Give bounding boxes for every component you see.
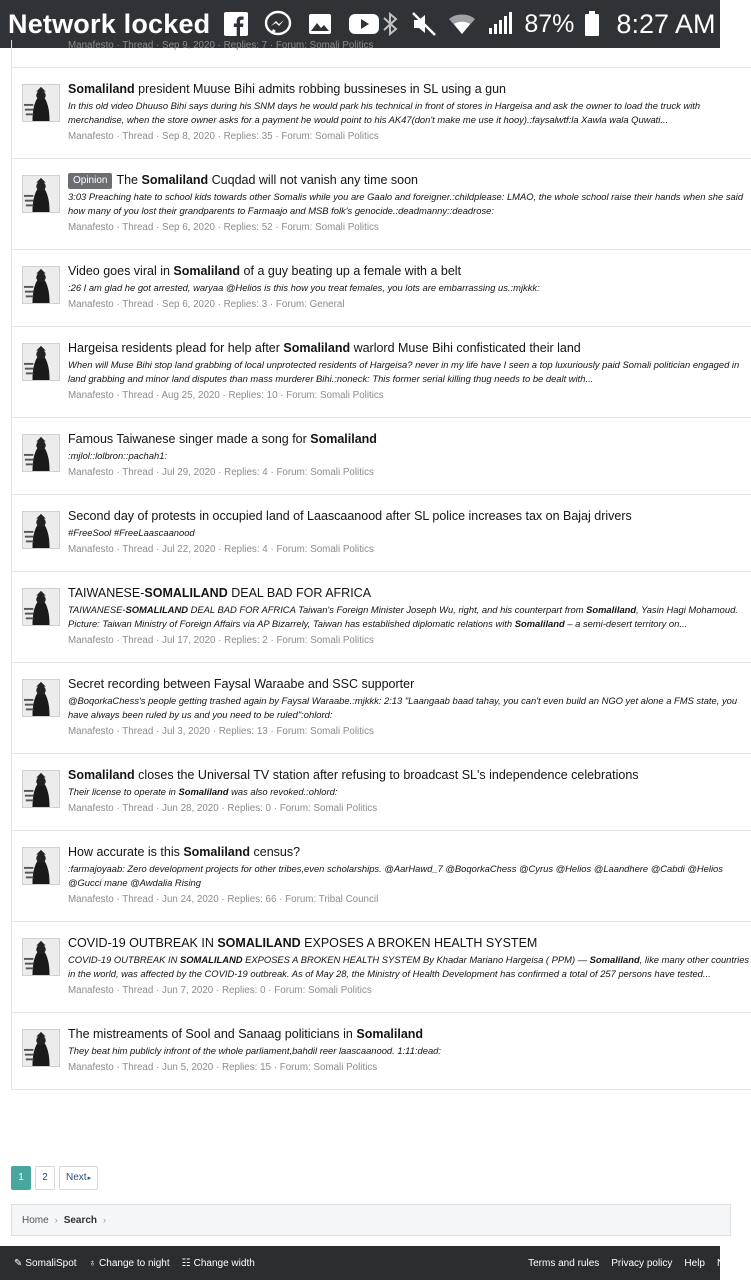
content-type: Thread [122,985,154,996]
result-snippet [68,603,751,631]
forum-link[interactable]: Forum: Somali Politics [279,803,378,814]
result-meta: Manafesto · Thread · Sep 6, 2020 · Replies: 3 · Forum: General [68,299,345,310]
avatar[interactable] [22,343,60,381]
result-body [68,171,751,235]
result-title-link[interactable] [68,584,751,602]
result-meta: Manafesto · Thread · Sep 9, 2020 · Replies: 7 · Forum: Somali Politics [68,40,374,51]
site-footer [0,1246,742,1280]
highlighted-term: Somaliland [283,341,351,355]
result-meta: Manafesto · Thread · Jun 7, 2020 · Replies: 0 · Forum: Somali Politics [68,985,372,996]
highlighted-term: Somaliland [356,1027,424,1041]
text-run: Their license to operate in [68,786,179,797]
table-row [12,40,751,68]
table-row [12,495,751,572]
text-run: :farmajoyaab: Zero development projects for other tribes,even scholarships. @AarHawd_7 @BoqorkaChess @Cyrus @Helios @Laandhere @Cabdi @Helios @Gucci mane @Awdalia Rising [68,863,723,888]
content-type: Thread [122,390,154,401]
content-type: Thread [122,894,154,905]
author-link[interactable]: Manafesto [68,803,114,814]
content-type: Thread [122,467,154,478]
avatar[interactable] [22,679,60,717]
text-run: census? [250,845,301,859]
content-type: Thread [122,299,154,310]
table-row [12,418,751,495]
result-snippet [68,190,751,218]
forum-link[interactable]: Forum: Somali Politics [274,985,372,996]
forum-link[interactable]: Forum: Somali Politics [281,222,379,233]
forum-link[interactable]: Forum: Somali Politics [281,131,379,142]
text-run: #FreeSool #FreeLaascaanood [68,527,195,538]
result-title-link[interactable] [68,80,751,98]
table-row [12,159,751,250]
text-run: , Yasin Hagi Mohamoud. Picture: Taiwan Ministry of Foreign Affairs via AP Bizarrely, Taiwan has established diplomatic relations with [68,604,738,629]
result-meta: Manafesto · Thread · Jun 5, 2020 · Replies: 15 · Forum: Somali Politics [68,1062,378,1073]
text-run: , like many other countries in the world, was affected by the COVID-19 outbreak. As of May 28, the Ministry of Health Development has confirmed a total of 257 persons have tested... [68,954,750,979]
text-run: – a semi-desert territory on... [564,618,688,629]
home-link[interactable] [14,1258,77,1269]
help-link[interactable]: Help [684,1257,705,1269]
highlighted-term: SOMALILAND [125,604,188,615]
author-link[interactable]: Manafesto [68,1062,114,1073]
forum-link[interactable]: Forum: Somali Politics [276,726,374,737]
author-link[interactable]: Manafesto [68,222,114,233]
result-body [68,934,751,998]
content-type: Thread [122,544,154,555]
breadcrumb-home[interactable]: Home [22,1214,49,1226]
lightbulb-icon: ♁ [88,1257,97,1269]
content-type: Thread [122,1062,154,1073]
forum-link[interactable]: Forum: Somali Politics [286,390,384,401]
post-date[interactable]: Jul 22, 2020 [162,544,216,555]
result-title-link[interactable] [68,675,751,693]
result-snippet [68,785,751,799]
result-meta: Manafesto · Thread · Sep 8, 2020 · Replies: 35 · Forum: Somali Politics [68,131,379,142]
result-snippet [68,1044,751,1058]
forum-link[interactable]: Forum: Somali Politics [276,635,374,646]
author-link[interactable]: Manafesto [68,985,114,996]
post-date[interactable]: Jul 29, 2020 [162,467,216,478]
result-snippet [68,694,751,722]
result-title-link[interactable] [68,430,751,448]
reply-count: Replies: 0 [221,985,266,996]
result-body [68,1025,751,1075]
text-run: president Muuse Bihi admits robbing bussineses in SL using a gun [134,82,506,96]
forum-link[interactable]: Forum: Tribal Council [285,894,379,905]
post-date[interactable]: Jun 5, 2020 [162,1062,214,1073]
breadcrumb [11,1204,731,1236]
mute-icon [410,10,438,38]
result-title-link[interactable] [68,934,751,952]
text-run: COVID-19 OUTBREAK IN [68,936,218,950]
change-night-button[interactable] [89,1258,170,1269]
reply-count: Replies: 0 [227,803,271,814]
text-run: @BoqorkaChess's people getting trashed again by Faysal Waraabe.:mjkkk: 2:13 "Laangaab baad tahay, you can't even build an NGO yet alone a FMS state, you have always been ruled by us and you need to be ruled":ohlord: [68,695,738,720]
content-type: Thread [122,726,154,737]
content-type: Thread [122,40,154,51]
result-snippet [68,449,751,463]
site-name: SomaliSpot [25,1257,77,1269]
result-meta: Manafesto · Thread · Jun 28, 2020 · Replies: 0 · Forum: Somali Politics [68,803,378,814]
content-type: Thread [122,222,154,233]
avatar[interactable] [22,511,60,549]
post-date[interactable]: Sep 6, 2020 [162,222,215,233]
result-meta: Manafesto · Thread · Jul 29, 2020 · Replies: 4 · Forum: Somali Politics [68,467,374,478]
text-run: of a guy beating up a female with a belt [240,264,462,278]
table-row [12,663,751,754]
text-run: How accurate is this [68,845,184,859]
reply-count: Replies: 13 [218,726,268,737]
author-link[interactable]: Manafesto [68,726,114,737]
result-snippet [68,526,751,540]
text-run: closes the Universal TV station after refusing to broadcast SL's independence celebrations [134,768,639,782]
text-run: Cuqdad will not vanish any time soon [208,173,419,187]
avatar[interactable] [22,588,60,626]
prefix-badge: Opinion [68,173,112,189]
chevron-right-icon: › [103,1215,107,1225]
pagination [11,1166,98,1190]
result-body [68,262,751,312]
result-body [68,675,751,739]
text-run: EXPOSES A BROKEN HEALTH SYSTEM By Khadar Mariano Hargeisa ( PPM) — [242,954,590,965]
system-icons [380,9,715,40]
battery-icon [584,10,600,38]
page-2-button[interactable]: 2 [35,1166,55,1190]
highlighted-term: SOMALILAND [180,954,243,965]
content-type: Thread [122,131,154,142]
forum-link[interactable]: Forum: Somali Politics [279,1062,378,1073]
text-run: DEAL BAD FOR AFRICA [227,586,372,600]
change-night-label: Change to night [99,1257,170,1269]
result-title-link[interactable] [68,171,751,189]
notification-icons [222,10,380,38]
text-run: TAIWANESE- [68,586,145,600]
highlighted-term: Somaliland [183,845,251,859]
clock: 8:27 AM [616,8,716,39]
result-title-link[interactable] [68,507,751,525]
forum-link[interactable]: Forum: Somali Politics [276,544,374,555]
result-meta: Manafesto · Thread · Jul 22, 2020 · Replies: 4 · Forum: Somali Politics [68,544,374,555]
highlighted-term: Somaliland [68,82,135,96]
text-run: was also revoked.:ohlord: [228,786,338,797]
result-snippet [68,862,751,890]
reply-count: Replies: 15 [221,1062,271,1073]
result-body [68,507,751,557]
result-title-link[interactable] [68,766,751,784]
post-date[interactable]: Sep 6, 2020 [162,299,215,310]
text-run: EXPOSES A BROKEN HEALTH SYSTEM [300,936,538,950]
result-snippet [68,281,751,295]
author-link[interactable]: Manafesto [68,544,114,555]
page-1-button[interactable]: 1 [11,1166,31,1190]
content-type: Thread [122,635,154,646]
youtube-icon [348,10,380,38]
author-link[interactable]: Manafesto [68,467,114,478]
chevron-right-icon: › [54,1215,58,1225]
text-run: In this old video Dhuuso Bihi says during his SNM days he would park his technical in front of stores in Hargeisa and ask the owner to load the truck with merchandise, when the store owner asks for a payment he would point to his AK47(don't make me use it hooy).:faysalwtf:la Xawla wala Quwati... [68,100,701,125]
facebook-icon [222,10,250,38]
reply-count: Replies: 2 [224,635,268,646]
table-row [12,68,751,159]
table-row [12,1013,751,1090]
text-run: 3:03 Preaching hate to school kids towards other Somalis while you are Gaalo and foreigner.:childplease: LMAO, the whole school raise their hands when she said how many of you lost their grandparents to Farmaajo and MSB folk's genocide.:deadmanny::deadrose: [68,191,744,216]
news-link[interactable]: News [716,1257,742,1269]
bluetooth-icon [380,10,400,38]
table-row [12,922,751,1013]
highlighted-term: Somaliland [173,264,241,278]
text-run: warlord Muse Bihi confisticated their land [350,341,581,355]
terms-link[interactable]: Terms and rules [528,1257,600,1269]
text-run: TAIWANESE- [68,604,126,615]
reply-count: Replies: 52 [223,222,273,233]
result-body [68,584,751,648]
post-date[interactable]: Jul 17, 2020 [162,635,216,646]
post-date: Sep 9, 2020 [162,40,215,51]
signal-icon [486,10,514,38]
post-date[interactable]: Jun 28, 2020 [162,803,219,814]
text-run: COVID-19 OUTBREAK IN [68,954,181,965]
avatar[interactable] [22,266,60,304]
reply-count: Replies: 35 [223,131,273,142]
change-width-label: Change width [193,1257,255,1269]
result-title-link[interactable] [68,262,751,280]
author-link[interactable]: Manafesto [68,894,114,905]
table-row [12,327,751,418]
text-run: The [116,173,142,187]
result-title-link[interactable] [68,843,751,861]
author-link[interactable]: Manafesto [68,40,114,51]
highlighted-term: Somaliland [68,768,135,782]
forum-link[interactable]: Forum: Somali Politics [275,40,374,51]
highlighted-term: Somaliland [586,604,637,615]
highlighted-term: Somaliland [310,432,377,446]
battery-percent: 87% [524,9,575,38]
reply-count: Replies: 10 [228,390,278,401]
text-run: The mistreaments of Sool and Sanaag politicians in [68,1027,357,1041]
reply-count: Replies: 66 [227,894,277,905]
text-run: Hargeisa residents plead for help after [68,341,284,355]
post-date[interactable]: Jun 7, 2020 [162,985,214,996]
forum-link[interactable]: Forum: Somali Politics [276,467,374,478]
search-results-page [0,40,750,1246]
search-results-list [11,40,751,1090]
forum-link[interactable]: Forum: General [275,299,345,310]
text-run: :26 I am glad he got arrested, waryaa @Helios is this how you treat females, you lots are embarrassing us.:mjkkk: [68,282,540,293]
result-snippet [68,99,751,127]
highlighted-term: Somaliland [178,786,229,797]
text-run: They beat him publicly infront of the whole parliament,bahdil reer laascaanood. 1:11:dead: [68,1045,441,1056]
table-row [12,754,751,831]
result-meta: Manafesto · Thread · Sep 6, 2020 · Replies: 52 · Forum: Somali Politics [68,222,379,233]
highlighted-term: Somaliland [589,954,640,965]
avatar[interactable] [22,434,60,472]
gallery-icon [306,10,334,38]
highlighted-term: Somaliland [514,618,565,629]
carrier-label: Network locked [8,8,211,39]
sliders-icon: ☷ [181,1257,191,1269]
text-run: Video goes viral in [68,264,174,278]
breadcrumb-search[interactable]: Search [63,1214,98,1226]
avatar[interactable] [22,847,60,885]
post-date[interactable]: Jul 3, 2020 [162,726,210,737]
author-link[interactable]: Manafesto [68,299,114,310]
reply-count: Replies: 4 [224,467,268,478]
avatar[interactable] [22,938,60,976]
next-label: Next [66,1172,87,1183]
next-page-button[interactable] [59,1166,98,1190]
pen-icon: ✎ [14,1257,23,1269]
table-row [12,831,751,922]
result-meta: Manafesto · Thread · Jul 17, 2020 · Replies: 2 · Forum: Somali Politics [68,635,374,646]
avatar[interactable] [22,84,60,122]
avatar[interactable] [22,1029,60,1067]
reply-count: Replies: 3 [223,299,268,310]
result-meta: Manafesto · Thread · Aug 25, 2020 · Replies: 10 · Forum: Somali Politics [68,390,384,401]
avatar[interactable] [22,175,60,213]
text-run: Second day of protests in occupied land of Laascaanood after SL police increases tax on Bajaj drivers [68,509,632,523]
reply-count: Replies: 4 [224,544,268,555]
caret-right-icon: ▸ [87,1175,92,1182]
result-body [68,430,751,480]
change-width-button[interactable] [182,1258,255,1269]
wifi-icon [448,10,476,38]
result-body [68,339,751,403]
result-snippet [68,358,751,386]
result-snippet [68,953,751,981]
author-link[interactable]: Manafesto [68,390,114,401]
content-type: Thread [122,803,154,814]
result-body [68,80,751,144]
text-run: When will Muse Bihi stop land grabbing of local unprotected residents of Hargeisa? never in my life have I seen a top luxuriously paid Somali politician engaged in land grabbing and minor land disputes than mass murderer Bihi.:noneck: This former serial killing thug needs to be dealt with... [68,359,740,384]
post-date[interactable]: Aug 25, 2020 [161,390,220,401]
result-title-link[interactable] [68,339,751,357]
highlighted-term: Somaliland [141,173,209,187]
text-run: DEAL BAD FOR AFRICA Taiwan's Foreign Minister Joseph Wu, right, and his counterpart from [187,604,587,615]
reply-count: Replies: 7 [223,40,268,51]
text-run: Famous Taiwanese singer made a song for [68,432,311,446]
table-row [12,572,751,663]
text-run: Secret recording between Faysal Waraabe and SSC supporter [68,677,415,691]
text-run: :mjlol::lolbron::pachah1: [68,450,168,461]
table-row [12,250,751,327]
avatar[interactable] [22,770,60,808]
result-meta: Manafesto · Thread · Jul 3, 2020 · Replies: 13 · Forum: Somali Politics [68,726,374,737]
author-link[interactable]: Manafesto [68,635,114,646]
messenger-icon [264,10,292,38]
highlighted-term: SOMALILAND [217,936,301,950]
result-meta: Manafesto · Thread · Jun 24, 2020 · Replies: 66 · Forum: Tribal Council [68,894,379,905]
result-body [68,766,751,816]
result-body [68,843,751,907]
author-link[interactable]: Manafesto [68,131,114,142]
result-title-link[interactable] [68,1025,751,1043]
post-date[interactable]: Jun 24, 2020 [162,894,219,905]
highlighted-term: SOMALILAND [144,586,228,600]
post-date[interactable]: Sep 8, 2020 [162,131,215,142]
privacy-link[interactable]: Privacy policy [611,1257,673,1269]
